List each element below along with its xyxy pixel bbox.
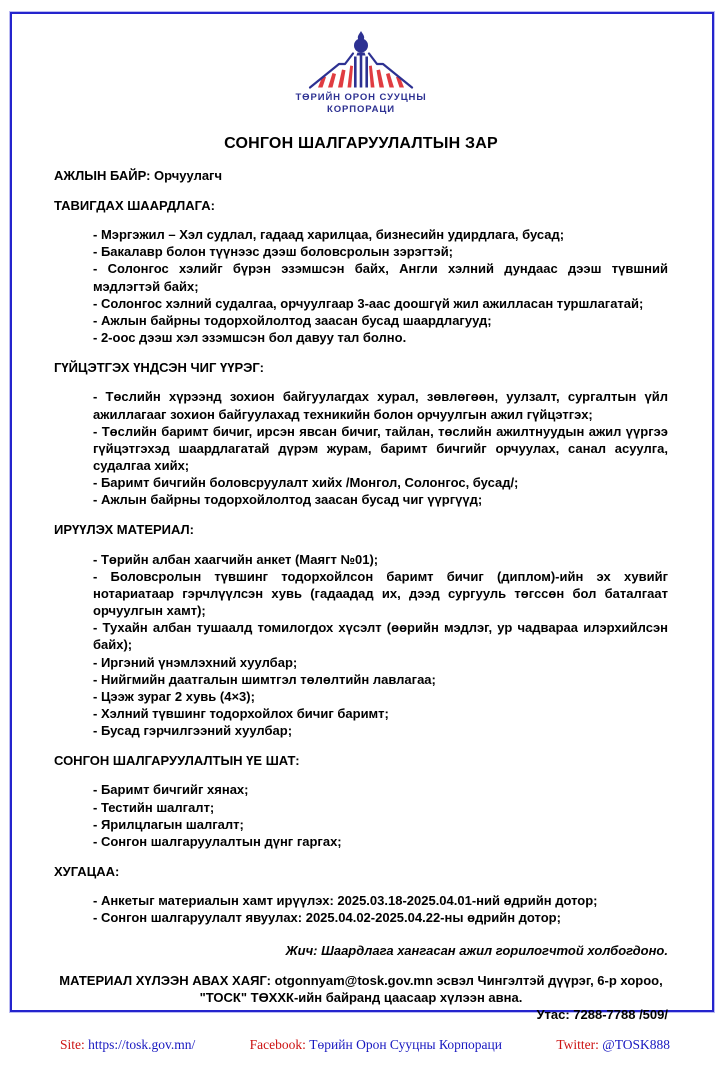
- list-item: - Төслийн баримт бичиг, ирсэн явсан бичиг, тайлан, төслийн ажилтнуудын ажил үүргээ гүйцэтгэхэд шаардлагатай дүрэм журам, баримт бичгийг орчуулах, санал асуулга, судалгаа хийх;: [93, 423, 668, 473]
- list-item: - Мэргэжил – Хэл судлал, гадаад харилцаа, бизнесийн удирдлага, бусад;: [93, 227, 565, 243]
- list-item: - Баримт бичгийн боловсруулалт хийх /Монгол, Солонгос, бусад/;: [93, 475, 519, 491]
- logo-org-name-line2: КОРПОРАЦИ: [327, 104, 395, 116]
- section-items: [54, 551, 668, 740]
- list-item: - Төслийн хүрээнд зохион байгуулагдах хурал, зөвлөгөөн, уулзалт, сургалтын үйл ажиллагааг зохион байгуулахад техникийн болон орчуулгын ажил гүйцэтгэх;: [93, 389, 668, 422]
- list-item: - Боловсролын түвшинг тодорхойлсон баримт бичиг (диплом)-ийн эх хувийг нотариатаар гэрчлүүлсэн хувь (гадаадад их, дээд сургууль төгссөн бол баталгаат орчуулгын хамт);: [93, 568, 668, 619]
- section-main-duties: [54, 359, 668, 508]
- section-heading: СОНГОН ШАЛГАРУУЛАЛТЫН ҮЕ ШАТ:: [54, 753, 300, 769]
- section-items: [54, 388, 668, 508]
- list-item: - Сонгон шалгаруулалт явуулах: 2025.04.02-2025.04.22-ны өдрийн дотор;: [93, 910, 561, 926]
- section-requirements: [54, 197, 668, 346]
- section-selection-stages: [54, 752, 668, 850]
- footer-site: [60, 1037, 195, 1053]
- list-item: - Бакалавр болон түүнээс дээш боловсролын зэрэгтэй;: [93, 244, 454, 260]
- twitter-link[interactable]: @TOSK888: [602, 1037, 670, 1053]
- job-position-line: АЖЛЫН БАЙР: Орчуулагч: [54, 167, 223, 183]
- section-items: [54, 892, 668, 926]
- submission-address-line2: "ТОСК" ТӨХХК-ийн байранд цаасаар хүлээн авна.: [199, 989, 523, 1005]
- list-item: - Бусад гэрчилгээний хуулбар;: [93, 723, 293, 739]
- section-timeline: [54, 863, 668, 926]
- list-item: - Сонгон шалгаруулалтын дүнг гаргах;: [93, 833, 342, 849]
- page-border-frame: [10, 12, 714, 1053]
- submission-address: [54, 972, 668, 1006]
- organization-logo: [54, 30, 668, 117]
- section-heading: ТАВИГДАХ ШААРДЛАГА:: [54, 197, 215, 213]
- list-item: - Тухайн албан тушаалд томилогдох хүсэлт (өөрийн мэдлэг, ур чадвараа илэрхийлсэн байх);: [93, 620, 668, 653]
- list-item: - Нийгмийн даатгалын шимтгэл төлөлтийн лавлагаа;: [93, 671, 436, 687]
- footer-facebook: [250, 1037, 502, 1053]
- logo-org-name-line1: ТӨРИЙН ОРОН СУУЦНЫ: [295, 92, 427, 103]
- list-item: - Цээж зураг 2 хувь (4×3);: [93, 688, 255, 704]
- page-title: СОНГОН ШАЛГАРУУЛАЛТЫН ЗАР: [224, 134, 498, 152]
- facebook-label: Facebook:: [249, 1037, 306, 1053]
- site-label: Site:: [60, 1037, 85, 1053]
- section-heading: ХУГАЦАА:: [54, 864, 120, 880]
- list-item: - Солонгос хэлний судалгаа, орчуулгаар 3-аас доошгүй жил ажилласан туршлагатай;: [93, 295, 644, 311]
- tosk-building-logo-icon: [296, 30, 426, 90]
- site-link[interactable]: https://tosk.gov.mn/: [88, 1037, 196, 1053]
- submission-address-line1: МАТЕРИАЛ ХҮЛЭЭН АВАХ ХАЯГ: otgonnyam@tosk.gov.mn эсвэл Чингэлтэй дүүрэг, 6-р хороо,: [59, 972, 663, 988]
- section-heading: ИРҮҮЛЭХ МАТЕРИАЛ:: [54, 522, 194, 538]
- facebook-link[interactable]: Төрийн Орон Сууцны Корпораци: [309, 1037, 502, 1053]
- footer: [12, 1023, 712, 1069]
- section-items: [54, 781, 668, 850]
- section-items: [54, 226, 668, 346]
- logo-org-name: [295, 92, 426, 117]
- footer-twitter: [556, 1037, 670, 1053]
- note-line: Жич: Шаардлага хангасан ажил горилогчтой холбогдоно.: [285, 942, 668, 958]
- list-item: - 2-оос дээш хэл эзэмшсэн бол давуу тал болно.: [93, 330, 407, 346]
- list-item: - Солонгос хэлийг бүрэн эзэмшсэн байх, Англи хэлний дундаас дээш түвшний мэдлэгтэй байх;: [93, 261, 668, 294]
- list-item: - Төрийн албан хаагчийн анкет (Маягт №01);: [93, 551, 379, 567]
- phone-line: Утас: 7288-7788 /509/: [536, 1007, 668, 1023]
- section-heading: ГҮЙЦЭТГЭХ ҮНДСЭН ЧИГ ҮҮРЭГ:: [54, 360, 264, 376]
- page-content: [12, 14, 712, 1023]
- list-item: - Ярилцлагын шалгалт;: [93, 816, 244, 832]
- list-item: - Анкетыг материалын хамт ирүүлэх: 2025.03.18-2025.04.01-ний өдрийн дотор;: [93, 893, 598, 909]
- list-item: - Тестийн шалгалт;: [93, 799, 215, 815]
- section-materials: [54, 521, 668, 739]
- list-item: - Иргэний үнэмлэхний хуулбар;: [93, 654, 298, 670]
- list-item: - Ажлын байрны тодорхойлолтод заасан бусад шаардлагууд;: [93, 312, 492, 328]
- list-item: - Баримт бичгийг хянах;: [93, 782, 249, 798]
- list-item: - Ажлын байрны тодорхойлолтод заасан бусад чиг үүргүүд;: [93, 492, 483, 508]
- list-item: - Хэлний түвшинг тодорхойлох бичиг баримт;: [93, 706, 389, 722]
- twitter-label: Twitter:: [556, 1037, 599, 1053]
